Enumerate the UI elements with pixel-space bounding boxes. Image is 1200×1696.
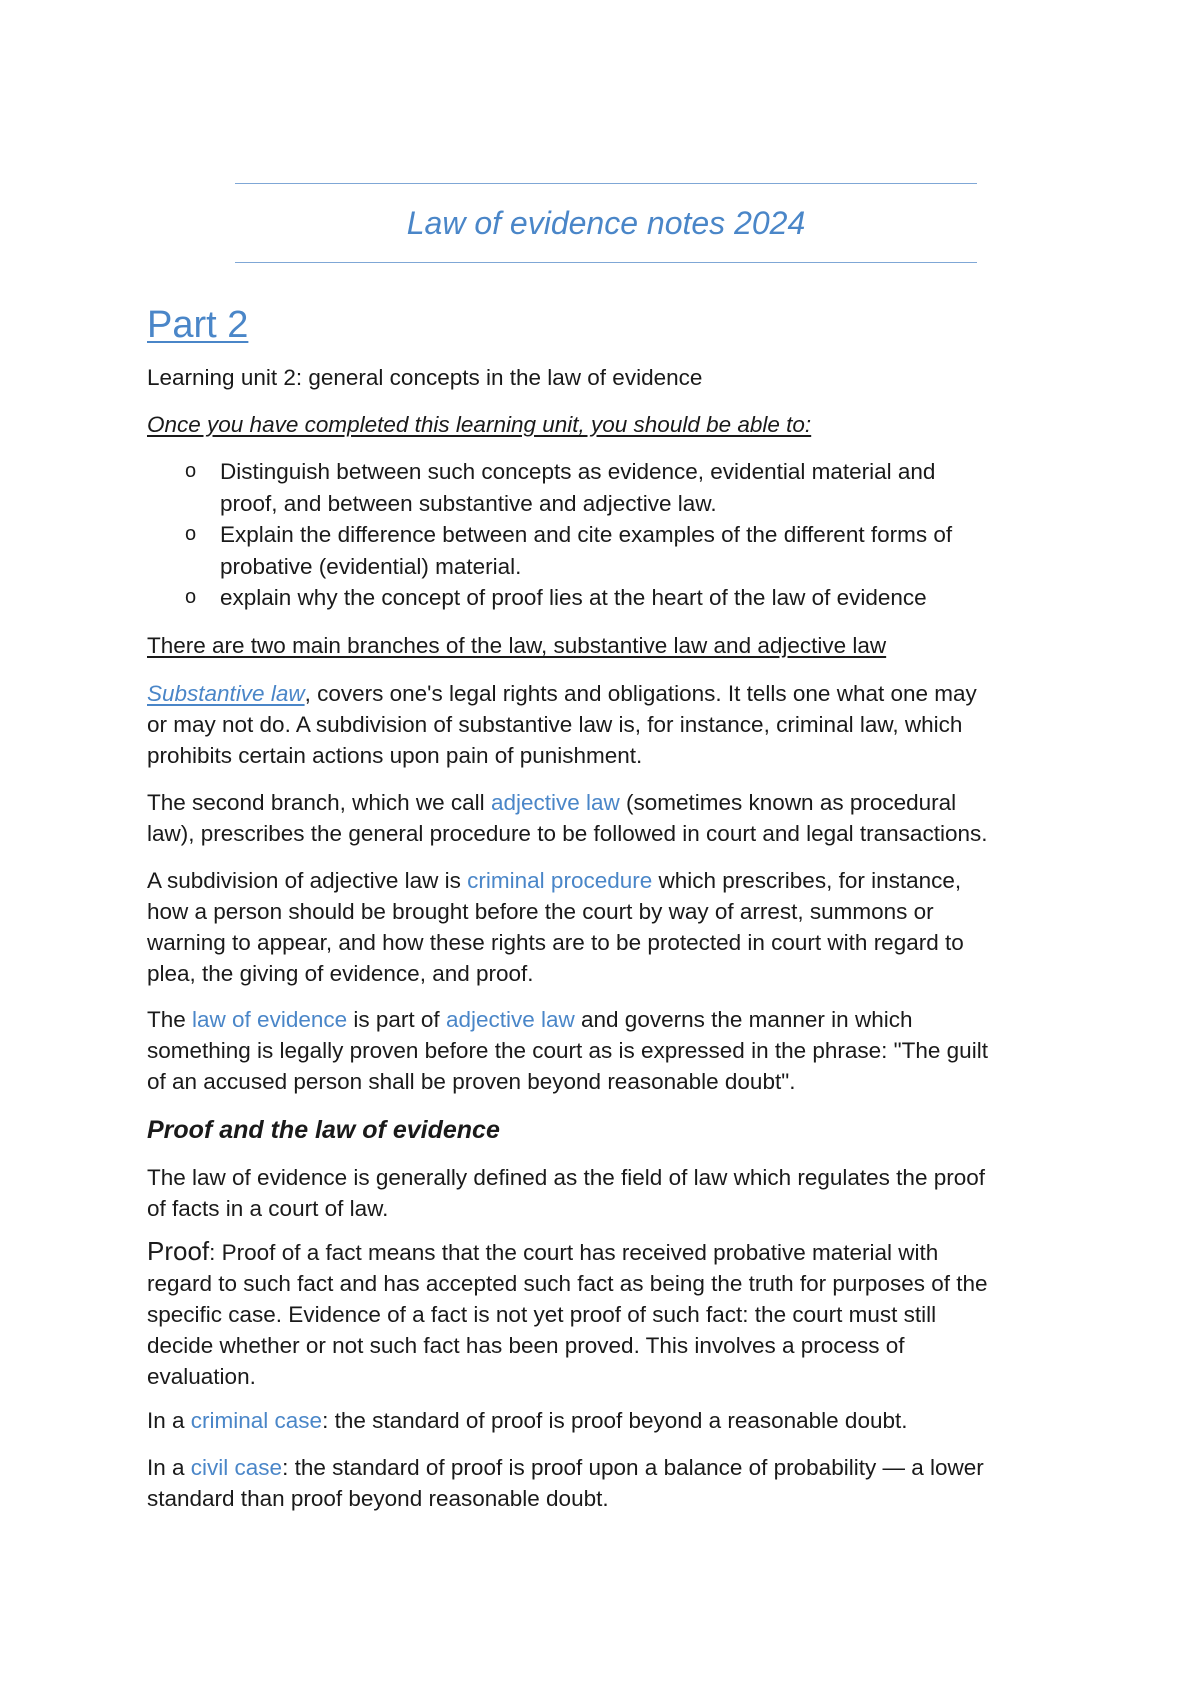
criminal-procedure-link[interactable]: criminal procedure xyxy=(467,868,653,893)
criminal-case-link[interactable]: criminal case xyxy=(190,1408,323,1433)
adjective-paragraph: The second branch, which we call adjective law (sometimes known as procedural law), prescribes the general procedure to be followed in court and legal transactions. xyxy=(147,790,988,846)
objectives-intro: Once you have completed this learning unit, you should be able to: xyxy=(147,412,812,437)
bullet-icon: o xyxy=(185,460,197,482)
proof-paragraph: Proof: Proof of a fact means that the court has received probative material with regard to such fact and has accepted such fact as being the truth for purposes of the specific case. Evidence of a fact is not yet proof of such fact: the court must still decide whether or not such fact has been proved. This involves a process of evaluation. xyxy=(147,1236,988,1389)
objectives-list xyxy=(147,456,1067,614)
list-item: o Distinguish between such concepts as evidence, evidential material and proof, and between substantive and adjective law. xyxy=(147,456,1067,519)
title-rule-bottom xyxy=(235,262,977,263)
criminal-case-paragraph: In a criminal case: the standard of proof is proof beyond a reasonable doubt. xyxy=(147,1408,908,1433)
bullet-icon: o xyxy=(185,523,197,545)
list-item: o Explain the difference between and cite examples of the different forms of probative (evidential) material. xyxy=(147,519,1067,582)
law-of-evidence-paragraph: The law of evidence is part of adjective law and governs the manner in which something is legally proven before the court as is expressed in the phrase: "The guilt of an accused person shall be proven beyond reasonable doubt". xyxy=(147,1007,988,1094)
title-rule-top xyxy=(235,183,977,184)
adjective-law-link-2[interactable]: adjective law xyxy=(445,1007,575,1032)
substantive-paragraph: Substantive law, covers one's legal rights and obligations. It tells one what one may or may not do. A subdivision of substantive law is, for instance, criminal law, which prohibits certain actions upon pain of punishment. xyxy=(147,681,977,768)
document-title: Law of evidence notes 2024 xyxy=(406,205,806,241)
civil-case-paragraph: In a civil case: the standard of proof is proof upon a balance of probability — a lower standard than proof beyond reasonable doubt. xyxy=(147,1455,984,1511)
proof-term: Proof xyxy=(147,1236,210,1266)
section-subheading: Proof and the law of evidence xyxy=(147,1116,500,1144)
bullet-icon: o xyxy=(185,586,197,608)
part-heading: Part 2 xyxy=(147,304,249,346)
unit-line: Learning unit 2: general concepts in the law of evidence xyxy=(147,365,703,390)
civil-case-link[interactable]: civil case xyxy=(190,1455,283,1480)
definition-paragraph: The law of evidence is generally defined as the field of law which regulates the proof of facts in a court of law. xyxy=(147,1165,985,1221)
law-of-evidence-link[interactable]: law of evidence xyxy=(192,1007,348,1032)
list-item: o explain why the concept of proof lies at the heart of the law of evidence xyxy=(147,582,1067,614)
substantive-law-link[interactable]: Substantive law xyxy=(147,681,305,706)
criminal-procedure-paragraph: A subdivision of adjective law is criminal procedure which prescribes, for instance, how a person should be brought before the court by way of arrest, summons or warning to appear, and how these rights are to be protected in court with regard to plea, the giving of evidence, and proof. xyxy=(147,868,964,986)
adjective-law-link[interactable]: adjective law xyxy=(490,790,620,815)
branches-line: There are two main branches of the law, substantive law and adjective law xyxy=(147,633,887,658)
